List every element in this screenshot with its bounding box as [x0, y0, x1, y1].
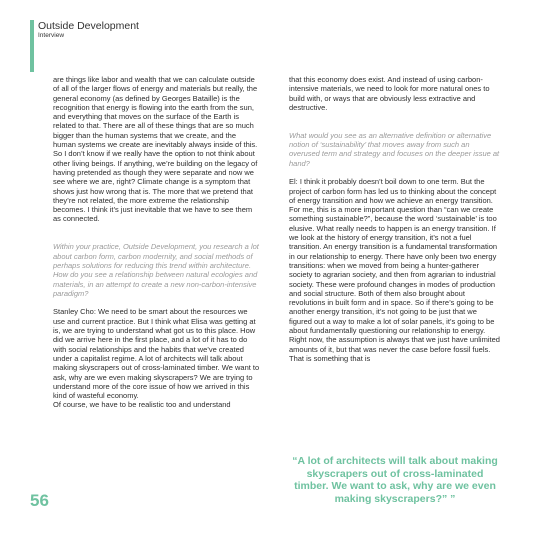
interview-question: What would you see as an alternative definition or alternative notion of ‘sustainability’ that moves away from such an overused term and strategy and focuses on the deeper issue at hand? — [289, 130, 500, 168]
left-column — [53, 75, 261, 410]
body-paragraph: El: I think it probably doesn’t boil down to one term. But the project of carbon form has led us to thinking about the concept of energy transition and how we achieve an energy transition. For me, this is a more important question than “can we create something sustainable?”, because the word ‘sustainable’ is too elusive. What really needs to happen is an energy transition. If we look at the history of energy transition, it’s not a fuel transition. An energy transition is a fundamental transformation in our relationship to energy. There have only been two energy transitions: when we moved from being a hunter-gatherer society to agrarian society, and then from agrarian to industrial society. These were profound changes in modes of production and social structure. Both of them also brought about revolutions in built form and in space. So if there’s going to be another energy transition, it’s not going to be just that we figured out a way to make a lot of solar panels, it’s going to be about fundamentally questioning our relationship to energy. Right now, the assumption is always that we just have unlimited amounts of it, but that was never the case before fossil fuels. That is something that is — [289, 177, 500, 363]
page-number: 56 — [30, 491, 49, 510]
body-paragraph: So I don’t know if we really have the option to not think about other living beings. If anything, we’re building on the legacy of having pretended as though they were separate and now we see where we are, right? Climate change is a symptom that shows just how wrong that is. The more that we pretend that they’re not related, the more extreme the relationship becomes. I think it’s just inevitable that we have to see them as connected. — [53, 149, 258, 224]
section-subtitle: Interview — [38, 32, 65, 39]
body-paragraph: Of course, we have to be realistic too and understand — [53, 400, 231, 410]
right-column — [289, 75, 501, 363]
section-title: Outside Development — [38, 20, 139, 32]
interview-question: Within your practice, Outside Development, you research a lot about carbon form, carbon modernity, and social methods of perhaps solutions for reducing this trend within architecture. How do you see a relationship between natural ecologies and materials, in an attempt to create a new non-carbon-intensive paradigm? — [53, 242, 259, 298]
body-paragraph: Stanley Cho: We need to be smart about the resources we use and current practice. But I think what Elisa was getting at is, we are trying to understand what got us to this place. How did we arrive here in the first place, and a lot of it has to do with social relationships and the habits that we’ve created under a capitalist regime. A lot of architects will talk about making skyscrapers out of cross-laminated timber. We want to ask, why are we even making skyscrapers? We are trying to understand more of the core issue of how we arrived in this kind of wasteful economy. — [53, 307, 260, 401]
body-paragraph: are things like labor and wealth that we can calculate outside of all of the larger flows of energy and materials but really, the general economy (as defined by Georges Bataille) is the recognition that energy is flowing into the earth from the sun, and everything that moves on the surface of the Earth is related to that. There are all of these things that are so much bigger than the human systems that we create, and the human systems we create are inevitably always inside of this. — [53, 75, 258, 150]
body-paragraph: that this economy does exist. And instead of using carbon-intensive materials, we need to look for more natural ones to build with, or ways that are obviously less extractive and destructive. — [289, 75, 490, 112]
page-header — [38, 20, 139, 40]
pull-quote: “A lot of architects will talk about making skyscrapers out of cross-laminated timber. We want to ask, why are we even making skyscrapers?” ” — [292, 455, 498, 505]
accent-bar — [30, 20, 34, 72]
